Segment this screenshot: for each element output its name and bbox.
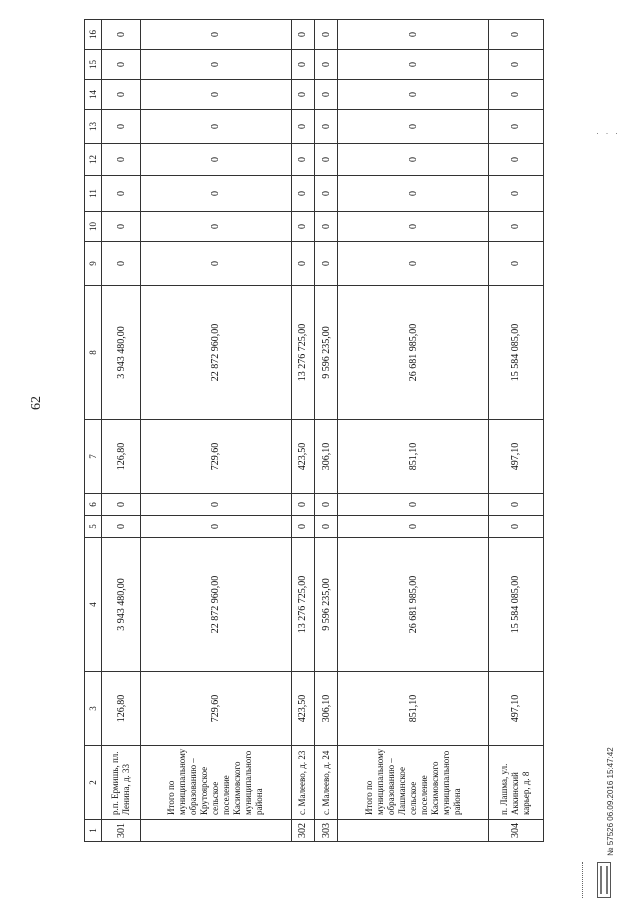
value-cell: 0 <box>338 20 489 50</box>
stamp-logo-icon <box>597 862 611 898</box>
value-cell: 0 <box>102 494 141 516</box>
value-cell: 0 <box>338 176 489 212</box>
value-cell: 0 <box>338 212 489 242</box>
value-cell: 0 <box>488 212 543 242</box>
value-cell: 0 <box>291 144 314 176</box>
table-row <box>315 20 338 842</box>
value-cell: 0 <box>291 176 314 212</box>
value-cell: 15 584 085,00 <box>488 538 543 672</box>
address-cell: р.п. Ермишь, пл. Ленина, д. 33 <box>102 746 141 820</box>
data-table <box>84 19 544 842</box>
value-cell: 0 <box>291 110 314 144</box>
value-cell: 0 <box>291 80 314 110</box>
value-cell: 3 943 480,00 <box>102 286 141 420</box>
value-cell: 729,60 <box>141 672 292 746</box>
value-cell: 0 <box>291 494 314 516</box>
value-cell: 22 872 960,00 <box>141 286 292 420</box>
value-cell: 0 <box>141 242 292 286</box>
value-cell: 22 872 960,00 <box>141 538 292 672</box>
value-cell: 0 <box>488 242 543 286</box>
row-number: 303 <box>315 820 338 842</box>
value-cell: 15 584 085,00 <box>488 286 543 420</box>
value-cell: 0 <box>102 212 141 242</box>
column-header: 14 <box>85 80 102 110</box>
value-cell: 0 <box>488 144 543 176</box>
value-cell: 0 <box>141 144 292 176</box>
value-cell: 26 681 985,00 <box>338 538 489 672</box>
value-cell: 0 <box>488 80 543 110</box>
value-cell: 0 <box>141 212 292 242</box>
address-cell: Итого по муниципальному образованию – Лашманское сельское поселение Касимовского муниципального района <box>338 746 489 820</box>
value-cell: 0 <box>102 80 141 110</box>
value-cell: 0 <box>102 110 141 144</box>
value-cell: 851,10 <box>338 420 489 494</box>
column-header: 1 <box>85 820 102 842</box>
value-cell: 0 <box>338 50 489 80</box>
value-cell: 0 <box>315 242 338 286</box>
column-header: 3 <box>85 672 102 746</box>
value-cell: 0 <box>141 80 292 110</box>
value-cell: 0 <box>315 176 338 212</box>
value-cell: 0 <box>315 494 338 516</box>
scan-specks: · · · <box>596 128 620 138</box>
column-header: 7 <box>85 420 102 494</box>
value-cell: 0 <box>315 80 338 110</box>
value-cell: 13 276 725,00 <box>291 538 314 672</box>
address-cell: п. Лашма, ул. Аккинский карьер, д. 8 <box>488 746 543 820</box>
value-cell: 306,10 <box>315 420 338 494</box>
document-footer-stamp: № 57526 06.09.2016 15:47:42 <box>606 747 615 856</box>
column-header: 15 <box>85 50 102 80</box>
column-header: 4 <box>85 538 102 672</box>
table-row <box>102 20 141 842</box>
value-cell: 0 <box>102 144 141 176</box>
value-cell: 0 <box>291 212 314 242</box>
table-row <box>291 20 314 842</box>
value-cell: 0 <box>488 516 543 538</box>
value-cell: 0 <box>338 494 489 516</box>
table-row <box>338 20 489 842</box>
column-header: 8 <box>85 286 102 420</box>
value-cell: 3 943 480,00 <box>102 538 141 672</box>
value-cell: 0 <box>315 212 338 242</box>
table-container <box>84 20 544 842</box>
value-cell: 126,80 <box>102 672 141 746</box>
value-cell: 0 <box>291 242 314 286</box>
page-number: 62 <box>29 396 44 410</box>
value-cell: 851,10 <box>338 672 489 746</box>
row-number <box>141 820 292 842</box>
value-cell: 423,50 <box>291 672 314 746</box>
value-cell: 0 <box>338 242 489 286</box>
value-cell: 0 <box>338 110 489 144</box>
value-cell: 0 <box>102 176 141 212</box>
value-cell: 497,10 <box>488 672 543 746</box>
address-cell: с. Малеево, д. 23 <box>291 746 314 820</box>
value-cell: 0 <box>291 50 314 80</box>
value-cell: 0 <box>315 110 338 144</box>
column-header: 12 <box>85 144 102 176</box>
value-cell: 0 <box>488 110 543 144</box>
column-header: 13 <box>85 110 102 144</box>
row-number <box>338 820 489 842</box>
column-header: 10 <box>85 212 102 242</box>
value-cell: 0 <box>315 50 338 80</box>
value-cell: 0 <box>141 50 292 80</box>
value-cell: 0 <box>488 20 543 50</box>
value-cell: 0 <box>141 516 292 538</box>
value-cell: 0 <box>102 516 141 538</box>
value-cell: 0 <box>338 516 489 538</box>
value-cell: 0 <box>488 176 543 212</box>
value-cell: 0 <box>315 20 338 50</box>
value-cell: 126,80 <box>102 420 141 494</box>
value-cell: 0 <box>315 144 338 176</box>
value-cell: 9 596 235,00 <box>315 538 338 672</box>
value-cell: 0 <box>315 516 338 538</box>
value-cell: 0 <box>102 50 141 80</box>
table-body <box>102 20 544 842</box>
value-cell: 0 <box>141 20 292 50</box>
scan-mark <box>582 862 593 898</box>
table-row <box>488 20 543 842</box>
value-cell: 26 681 985,00 <box>338 286 489 420</box>
value-cell: 0 <box>141 176 292 212</box>
value-cell: 497,10 <box>488 420 543 494</box>
row-number: 301 <box>102 820 141 842</box>
value-cell: 0 <box>488 50 543 80</box>
value-cell: 13 276 725,00 <box>291 286 314 420</box>
row-number: 304 <box>488 820 543 842</box>
value-cell: 0 <box>488 494 543 516</box>
value-cell: 0 <box>102 242 141 286</box>
value-cell: 306,10 <box>315 672 338 746</box>
column-header: 6 <box>85 494 102 516</box>
header-row <box>85 20 102 842</box>
value-cell: 423,50 <box>291 420 314 494</box>
value-cell: 0 <box>291 20 314 50</box>
value-cell: 9 596 235,00 <box>315 286 338 420</box>
value-cell: 729,60 <box>141 420 292 494</box>
column-header: 5 <box>85 516 102 538</box>
value-cell: 0 <box>141 494 292 516</box>
value-cell: 0 <box>141 110 292 144</box>
column-header: 11 <box>85 176 102 212</box>
value-cell: 0 <box>291 516 314 538</box>
value-cell: 0 <box>338 144 489 176</box>
column-header: 16 <box>85 20 102 50</box>
address-cell: Итого по муниципальному образованию – Крутоярское сельское поселение Касимовского муниципального района <box>141 746 292 820</box>
address-cell: с. Малеево, д. 24 <box>315 746 338 820</box>
value-cell: 0 <box>102 20 141 50</box>
column-header: 9 <box>85 242 102 286</box>
column-header: 2 <box>85 746 102 820</box>
value-cell: 0 <box>338 80 489 110</box>
table-row <box>141 20 292 842</box>
row-number: 302 <box>291 820 314 842</box>
